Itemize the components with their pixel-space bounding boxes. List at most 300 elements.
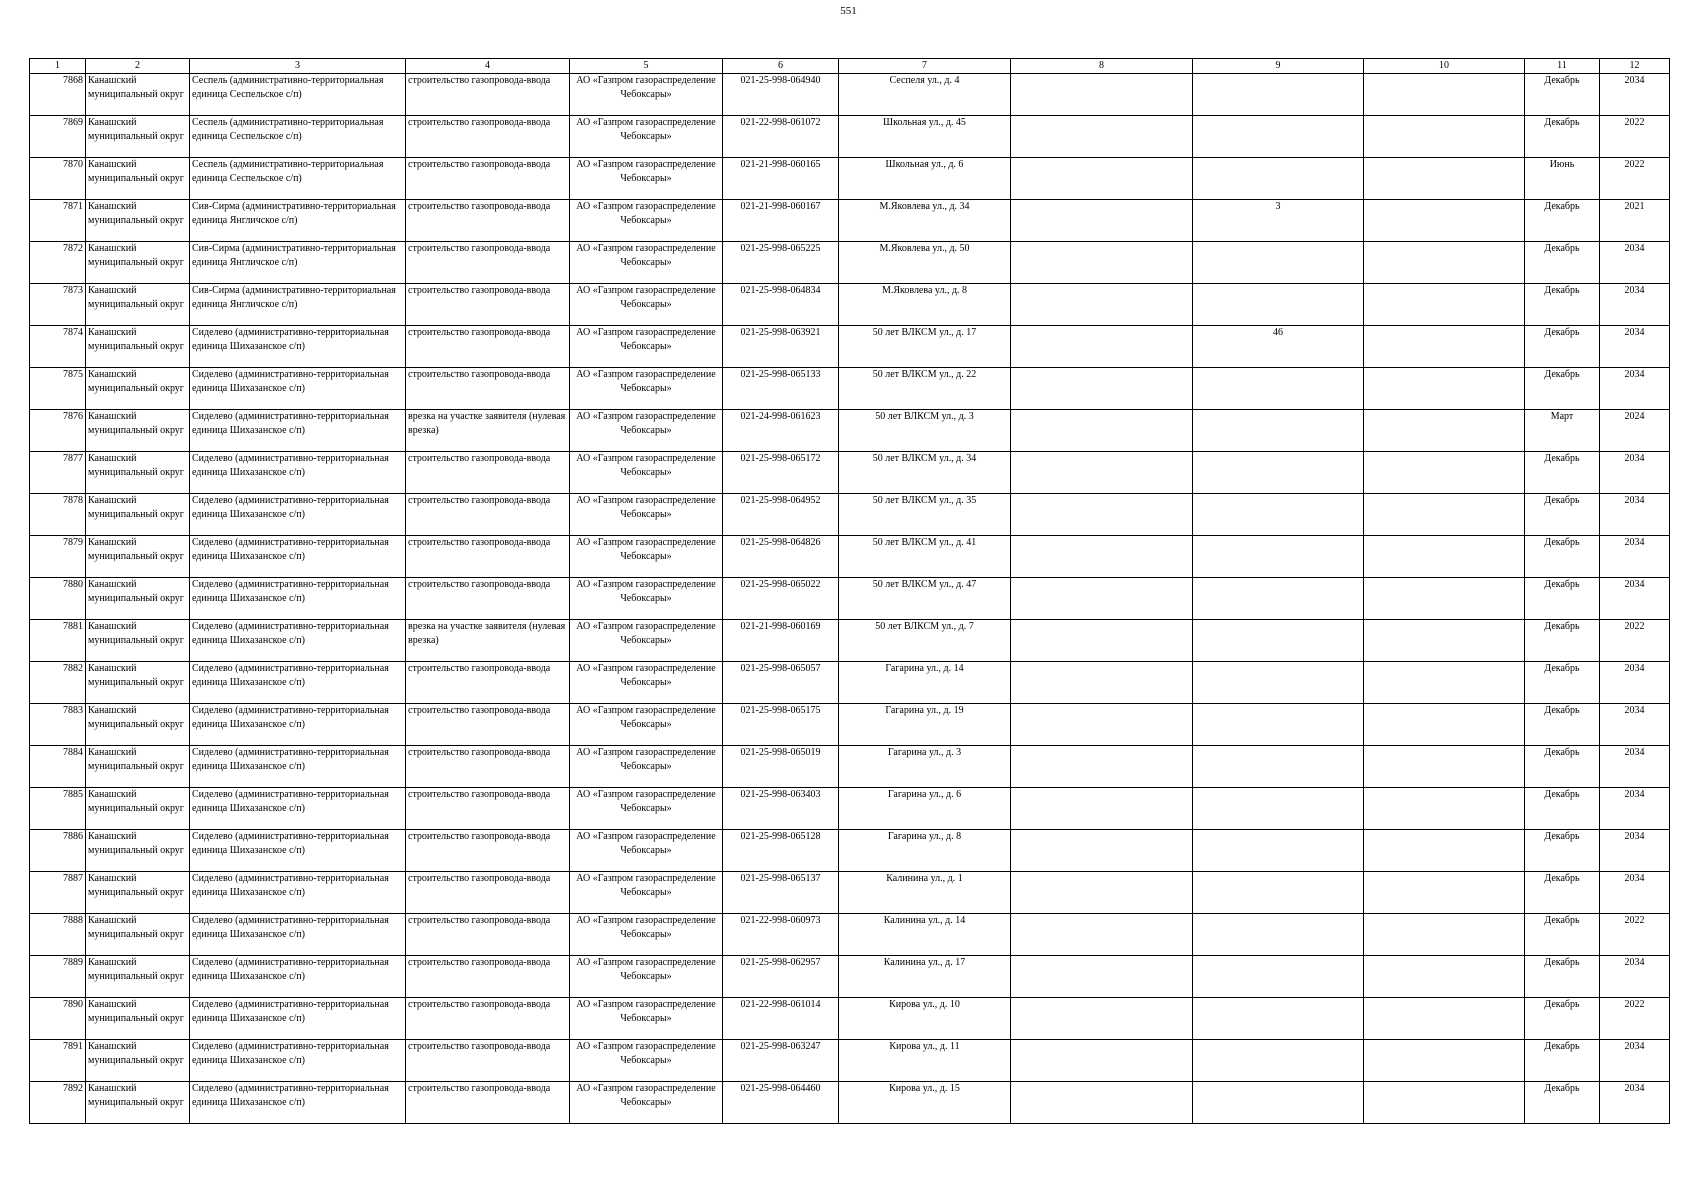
settlement-cell: Сиделево (административно-территориальная единица Шихазанское с/п) bbox=[190, 1082, 406, 1124]
year-cell: 2022 bbox=[1600, 116, 1670, 158]
object-code-cell: 021-25-998-065057 bbox=[723, 662, 839, 704]
settlement-cell: Сиделево (административно-территориальная единица Шихазанское с/п) bbox=[190, 536, 406, 578]
settlement-cell: Сиделево (административно-территориальная единица Шихазанское с/п) bbox=[190, 494, 406, 536]
settlement-cell: Сиделево (административно-территориальная единица Шихазанское с/п) bbox=[190, 914, 406, 956]
column-8-cell bbox=[1011, 914, 1193, 956]
column-9-cell bbox=[1193, 242, 1364, 284]
row-number: 7883 bbox=[30, 704, 86, 746]
year-cell: 2034 bbox=[1600, 1082, 1670, 1124]
work-type-cell: строительство газопровода-ввода bbox=[406, 998, 570, 1040]
month-cell: Декабрь bbox=[1525, 788, 1600, 830]
address-cell: Кирова ул., д. 15 bbox=[839, 1082, 1011, 1124]
object-code-cell: 021-25-998-065019 bbox=[723, 746, 839, 788]
month-cell: Декабрь bbox=[1525, 326, 1600, 368]
organization-cell: АО «Газпром газораспределение Чебоксары» bbox=[570, 914, 723, 956]
row-number: 7885 bbox=[30, 788, 86, 830]
work-type-cell: строительство газопровода-ввода bbox=[406, 158, 570, 200]
year-cell: 2022 bbox=[1600, 998, 1670, 1040]
table-row bbox=[30, 746, 1670, 788]
district-cell: Канашский муниципальный округ bbox=[86, 578, 190, 620]
object-code-cell: 021-25-998-063921 bbox=[723, 326, 839, 368]
column-10-cell bbox=[1364, 494, 1525, 536]
object-code-cell: 021-25-998-065172 bbox=[723, 452, 839, 494]
column-8-cell bbox=[1011, 1082, 1193, 1124]
address-cell: Гагарина ул., д. 14 bbox=[839, 662, 1011, 704]
work-type-cell: строительство газопровода-ввода bbox=[406, 914, 570, 956]
organization-cell: АО «Газпром газораспределение Чебоксары» bbox=[570, 704, 723, 746]
table-row bbox=[30, 536, 1670, 578]
column-8-cell bbox=[1011, 830, 1193, 872]
address-cell: Гагарина ул., д. 19 bbox=[839, 704, 1011, 746]
address-cell: Гагарина ул., д. 3 bbox=[839, 746, 1011, 788]
work-type-cell: строительство газопровода-ввода bbox=[406, 116, 570, 158]
month-cell: Декабрь bbox=[1525, 872, 1600, 914]
object-code-cell: 021-25-998-063247 bbox=[723, 1040, 839, 1082]
settlement-cell: Сив-Сирма (административно-территориальная единица Янгличское с/п) bbox=[190, 242, 406, 284]
row-number: 7889 bbox=[30, 956, 86, 998]
column-10-cell bbox=[1364, 620, 1525, 662]
column-10-cell bbox=[1364, 830, 1525, 872]
column-8-cell bbox=[1011, 452, 1193, 494]
column-9-cell bbox=[1193, 1082, 1364, 1124]
address-cell: М.Яковлева ул., д. 50 bbox=[839, 242, 1011, 284]
organization-cell: АО «Газпром газораспределение Чебоксары» bbox=[570, 620, 723, 662]
table-row bbox=[30, 998, 1670, 1040]
district-cell: Канашский муниципальный округ bbox=[86, 536, 190, 578]
row-number: 7868 bbox=[30, 74, 86, 116]
row-number: 7878 bbox=[30, 494, 86, 536]
row-number: 7887 bbox=[30, 872, 86, 914]
column-8-cell bbox=[1011, 200, 1193, 242]
column-header-3: 3 bbox=[190, 59, 406, 74]
month-cell: Декабрь bbox=[1525, 956, 1600, 998]
object-code-cell: 021-25-998-065175 bbox=[723, 704, 839, 746]
table-row bbox=[30, 578, 1670, 620]
column-header-2: 2 bbox=[86, 59, 190, 74]
column-8-cell bbox=[1011, 578, 1193, 620]
column-10-cell bbox=[1364, 116, 1525, 158]
work-type-cell: строительство газопровода-ввода bbox=[406, 578, 570, 620]
work-type-cell: строительство газопровода-ввода bbox=[406, 746, 570, 788]
year-cell: 2034 bbox=[1600, 746, 1670, 788]
settlement-cell: Сиделево (административно-территориальная единица Шихазанское с/п) bbox=[190, 452, 406, 494]
settlement-cell: Сиделево (административно-территориальная единица Шихазанское с/п) bbox=[190, 578, 406, 620]
year-cell: 2034 bbox=[1600, 284, 1670, 326]
column-header-9: 9 bbox=[1193, 59, 1364, 74]
object-code-cell: 021-25-998-064826 bbox=[723, 536, 839, 578]
column-9-cell: 3 bbox=[1193, 200, 1364, 242]
address-cell: М.Яковлева ул., д. 8 bbox=[839, 284, 1011, 326]
organization-cell: АО «Газпром газораспределение Чебоксары» bbox=[570, 872, 723, 914]
organization-cell: АО «Газпром газораспределение Чебоксары» bbox=[570, 788, 723, 830]
column-header-12: 12 bbox=[1600, 59, 1670, 74]
year-cell: 2034 bbox=[1600, 326, 1670, 368]
work-type-cell: строительство газопровода-ввода bbox=[406, 704, 570, 746]
object-code-cell: 021-25-998-064834 bbox=[723, 284, 839, 326]
address-cell: 50 лет ВЛКСМ ул., д. 7 bbox=[839, 620, 1011, 662]
column-8-cell bbox=[1011, 746, 1193, 788]
column-9-cell: 46 bbox=[1193, 326, 1364, 368]
organization-cell: АО «Газпром газораспределение Чебоксары» bbox=[570, 956, 723, 998]
year-cell: 2034 bbox=[1600, 578, 1670, 620]
table-row bbox=[30, 74, 1670, 116]
organization-cell: АО «Газпром газораспределение Чебоксары» bbox=[570, 1040, 723, 1082]
column-header-4: 4 bbox=[406, 59, 570, 74]
column-9-cell bbox=[1193, 788, 1364, 830]
settlement-cell: Сиделево (административно-территориальная единица Шихазанское с/п) bbox=[190, 410, 406, 452]
register-table bbox=[29, 58, 1670, 1124]
column-9-cell bbox=[1193, 620, 1364, 662]
row-number: 7884 bbox=[30, 746, 86, 788]
column-10-cell bbox=[1364, 998, 1525, 1040]
column-9-cell bbox=[1193, 368, 1364, 410]
settlement-cell: Сиделево (административно-территориальная единица Шихазанское с/п) bbox=[190, 956, 406, 998]
address-cell: Кирова ул., д. 10 bbox=[839, 998, 1011, 1040]
table-row bbox=[30, 368, 1670, 410]
column-10-cell bbox=[1364, 914, 1525, 956]
column-8-cell bbox=[1011, 704, 1193, 746]
object-code-cell: 021-22-998-060973 bbox=[723, 914, 839, 956]
organization-cell: АО «Газпром газораспределение Чебоксары» bbox=[570, 494, 723, 536]
address-cell: 50 лет ВЛКСМ ул., д. 34 bbox=[839, 452, 1011, 494]
table-row bbox=[30, 116, 1670, 158]
organization-cell: АО «Газпром газораспределение Чебоксары» bbox=[570, 746, 723, 788]
object-code-cell: 021-25-998-063403 bbox=[723, 788, 839, 830]
table-row bbox=[30, 956, 1670, 998]
row-number: 7880 bbox=[30, 578, 86, 620]
district-cell: Канашский муниципальный округ bbox=[86, 872, 190, 914]
address-cell: 50 лет ВЛКСМ ул., д. 22 bbox=[839, 368, 1011, 410]
organization-cell: АО «Газпром газораспределение Чебоксары» bbox=[570, 200, 723, 242]
column-9-cell bbox=[1193, 452, 1364, 494]
work-type-cell: строительство газопровода-ввода bbox=[406, 452, 570, 494]
column-8-cell bbox=[1011, 998, 1193, 1040]
column-8-cell bbox=[1011, 1040, 1193, 1082]
column-9-cell bbox=[1193, 998, 1364, 1040]
district-cell: Канашский муниципальный округ bbox=[86, 1082, 190, 1124]
year-cell: 2034 bbox=[1600, 1040, 1670, 1082]
table-row bbox=[30, 704, 1670, 746]
work-type-cell: строительство газопровода-ввода bbox=[406, 200, 570, 242]
row-number: 7881 bbox=[30, 620, 86, 662]
district-cell: Канашский муниципальный округ bbox=[86, 662, 190, 704]
year-cell: 2024 bbox=[1600, 410, 1670, 452]
column-8-cell bbox=[1011, 956, 1193, 998]
year-cell: 2034 bbox=[1600, 494, 1670, 536]
work-type-cell: строительство газопровода-ввода bbox=[406, 326, 570, 368]
year-cell: 2022 bbox=[1600, 158, 1670, 200]
work-type-cell: строительство газопровода-ввода bbox=[406, 1082, 570, 1124]
row-number: 7888 bbox=[30, 914, 86, 956]
table-row bbox=[30, 620, 1670, 662]
work-type-cell: строительство газопровода-ввода bbox=[406, 74, 570, 116]
month-cell: Декабрь bbox=[1525, 1040, 1600, 1082]
settlement-cell: Сиделево (административно-территориальная единица Шихазанское с/п) bbox=[190, 1040, 406, 1082]
column-header-8: 8 bbox=[1011, 59, 1193, 74]
row-number: 7890 bbox=[30, 998, 86, 1040]
month-cell: Декабрь bbox=[1525, 1082, 1600, 1124]
column-10-cell bbox=[1364, 242, 1525, 284]
column-9-cell bbox=[1193, 158, 1364, 200]
column-10-cell bbox=[1364, 1040, 1525, 1082]
column-8-cell bbox=[1011, 662, 1193, 704]
object-code-cell: 021-22-998-061072 bbox=[723, 116, 839, 158]
column-8-cell bbox=[1011, 158, 1193, 200]
column-9-cell bbox=[1193, 284, 1364, 326]
column-10-cell bbox=[1364, 368, 1525, 410]
month-cell: Декабрь bbox=[1525, 914, 1600, 956]
settlement-cell: Сиделево (административно-территориальная единица Шихазанское с/п) bbox=[190, 746, 406, 788]
settlement-cell: Сив-Сирма (административно-территориальная единица Янгличское с/п) bbox=[190, 284, 406, 326]
column-8-cell bbox=[1011, 326, 1193, 368]
register-body bbox=[30, 74, 1670, 1124]
object-code-cell: 021-25-998-065128 bbox=[723, 830, 839, 872]
table-row bbox=[30, 788, 1670, 830]
table-row bbox=[30, 452, 1670, 494]
object-code-cell: 021-25-998-064940 bbox=[723, 74, 839, 116]
work-type-cell: строительство газопровода-ввода bbox=[406, 368, 570, 410]
settlement-cell: Сеспель (административно-территориальная единица Сеспельское с/п) bbox=[190, 74, 406, 116]
address-cell: 50 лет ВЛКСМ ул., д. 3 bbox=[839, 410, 1011, 452]
month-cell: Декабрь bbox=[1525, 704, 1600, 746]
year-cell: 2034 bbox=[1600, 788, 1670, 830]
column-header-1: 1 bbox=[30, 59, 86, 74]
district-cell: Канашский муниципальный округ bbox=[86, 368, 190, 410]
column-10-cell bbox=[1364, 662, 1525, 704]
table-row bbox=[30, 830, 1670, 872]
row-number: 7873 bbox=[30, 284, 86, 326]
settlement-cell: Сив-Сирма (административно-территориальная единица Янгличское с/п) bbox=[190, 200, 406, 242]
column-10-cell bbox=[1364, 158, 1525, 200]
work-type-cell: строительство газопровода-ввода bbox=[406, 536, 570, 578]
row-number: 7875 bbox=[30, 368, 86, 410]
year-cell: 2034 bbox=[1600, 74, 1670, 116]
month-cell: Декабрь bbox=[1525, 116, 1600, 158]
organization-cell: АО «Газпром газораспределение Чебоксары» bbox=[570, 410, 723, 452]
column-8-cell bbox=[1011, 368, 1193, 410]
address-cell: Гагарина ул., д. 8 bbox=[839, 830, 1011, 872]
district-cell: Канашский муниципальный округ bbox=[86, 410, 190, 452]
year-cell: 2034 bbox=[1600, 242, 1670, 284]
column-8-cell bbox=[1011, 536, 1193, 578]
work-type-cell: строительство газопровода-ввода bbox=[406, 494, 570, 536]
district-cell: Канашский муниципальный округ bbox=[86, 116, 190, 158]
table-row bbox=[30, 242, 1670, 284]
column-9-cell bbox=[1193, 578, 1364, 620]
work-type-cell: строительство газопровода-ввода bbox=[406, 242, 570, 284]
organization-cell: АО «Газпром газораспределение Чебоксары» bbox=[570, 1082, 723, 1124]
settlement-cell: Сиделево (административно-территориальная единица Шихазанское с/п) bbox=[190, 368, 406, 410]
district-cell: Канашский муниципальный округ bbox=[86, 956, 190, 998]
table-row bbox=[30, 662, 1670, 704]
settlement-cell: Сиделево (административно-территориальная единица Шихазанское с/п) bbox=[190, 620, 406, 662]
table-row bbox=[30, 326, 1670, 368]
month-cell: Декабрь bbox=[1525, 746, 1600, 788]
year-cell: 2034 bbox=[1600, 368, 1670, 410]
settlement-cell: Сеспель (административно-территориальная единица Сеспельское с/п) bbox=[190, 158, 406, 200]
column-10-cell bbox=[1364, 788, 1525, 830]
address-cell: 50 лет ВЛКСМ ул., д. 41 bbox=[839, 536, 1011, 578]
district-cell: Канашский муниципальный округ bbox=[86, 242, 190, 284]
district-cell: Канашский муниципальный округ bbox=[86, 830, 190, 872]
organization-cell: АО «Газпром газораспределение Чебоксары» bbox=[570, 536, 723, 578]
column-9-cell bbox=[1193, 1040, 1364, 1082]
work-type-cell: врезка на участке заявителя (нулевая врезка) bbox=[406, 410, 570, 452]
column-header-5: 5 bbox=[570, 59, 723, 74]
row-number: 7882 bbox=[30, 662, 86, 704]
year-cell: 2034 bbox=[1600, 704, 1670, 746]
column-9-cell bbox=[1193, 74, 1364, 116]
district-cell: Канашский муниципальный округ bbox=[86, 326, 190, 368]
organization-cell: АО «Газпром газораспределение Чебоксары» bbox=[570, 242, 723, 284]
header-row bbox=[30, 59, 1670, 74]
column-8-cell bbox=[1011, 620, 1193, 662]
table-row bbox=[30, 872, 1670, 914]
object-code-cell: 021-25-998-065022 bbox=[723, 578, 839, 620]
object-code-cell: 021-25-998-065225 bbox=[723, 242, 839, 284]
work-type-cell: строительство газопровода-ввода bbox=[406, 830, 570, 872]
row-number: 7872 bbox=[30, 242, 86, 284]
column-8-cell bbox=[1011, 494, 1193, 536]
column-header-10: 10 bbox=[1364, 59, 1525, 74]
column-9-cell bbox=[1193, 704, 1364, 746]
column-10-cell bbox=[1364, 578, 1525, 620]
table-row bbox=[30, 284, 1670, 326]
column-8-cell bbox=[1011, 872, 1193, 914]
address-cell: М.Яковлева ул., д. 34 bbox=[839, 200, 1011, 242]
address-cell: Кирова ул., д. 11 bbox=[839, 1040, 1011, 1082]
month-cell: Июнь bbox=[1525, 158, 1600, 200]
column-10-cell bbox=[1364, 536, 1525, 578]
row-number: 7869 bbox=[30, 116, 86, 158]
column-10-cell bbox=[1364, 872, 1525, 914]
table-row bbox=[30, 914, 1670, 956]
row-number: 7874 bbox=[30, 326, 86, 368]
settlement-cell: Сиделево (административно-территориальная единица Шихазанское с/п) bbox=[190, 830, 406, 872]
month-cell: Март bbox=[1525, 410, 1600, 452]
month-cell: Декабрь bbox=[1525, 494, 1600, 536]
organization-cell: АО «Газпром газораспределение Чебоксары» bbox=[570, 158, 723, 200]
year-cell: 2034 bbox=[1600, 662, 1670, 704]
organization-cell: АО «Газпром газораспределение Чебоксары» bbox=[570, 284, 723, 326]
month-cell: Декабрь bbox=[1525, 830, 1600, 872]
month-cell: Декабрь bbox=[1525, 536, 1600, 578]
month-cell: Декабрь bbox=[1525, 662, 1600, 704]
table-row bbox=[30, 1082, 1670, 1124]
object-code-cell: 021-21-998-060165 bbox=[723, 158, 839, 200]
work-type-cell: строительство газопровода-ввода bbox=[406, 284, 570, 326]
column-9-cell bbox=[1193, 872, 1364, 914]
year-cell: 2034 bbox=[1600, 956, 1670, 998]
district-cell: Канашский муниципальный округ bbox=[86, 74, 190, 116]
column-8-cell bbox=[1011, 74, 1193, 116]
organization-cell: АО «Газпром газораспределение Чебоксары» bbox=[570, 830, 723, 872]
year-cell: 2034 bbox=[1600, 536, 1670, 578]
settlement-cell: Сиделево (административно-территориальная единица Шихазанское с/п) bbox=[190, 326, 406, 368]
work-type-cell: строительство газопровода-ввода bbox=[406, 1040, 570, 1082]
column-10-cell bbox=[1364, 704, 1525, 746]
month-cell: Декабрь bbox=[1525, 620, 1600, 662]
column-9-cell bbox=[1193, 494, 1364, 536]
district-cell: Канашский муниципальный округ bbox=[86, 494, 190, 536]
year-cell: 2022 bbox=[1600, 914, 1670, 956]
month-cell: Декабрь bbox=[1525, 578, 1600, 620]
address-cell: 50 лет ВЛКСМ ул., д. 17 bbox=[839, 326, 1011, 368]
district-cell: Канашский муниципальный округ bbox=[86, 452, 190, 494]
object-code-cell: 021-21-998-060169 bbox=[723, 620, 839, 662]
object-code-cell: 021-24-998-061623 bbox=[723, 410, 839, 452]
month-cell: Декабрь bbox=[1525, 368, 1600, 410]
table-row bbox=[30, 200, 1670, 242]
organization-cell: АО «Газпром газораспределение Чебоксары» bbox=[570, 326, 723, 368]
month-cell: Декабрь bbox=[1525, 242, 1600, 284]
district-cell: Канашский муниципальный округ bbox=[86, 788, 190, 830]
settlement-cell: Сиделево (административно-территориальная единица Шихазанское с/п) bbox=[190, 872, 406, 914]
settlement-cell: Сиделево (административно-территориальная единица Шихазанское с/п) bbox=[190, 788, 406, 830]
work-type-cell: строительство газопровода-ввода bbox=[406, 662, 570, 704]
settlement-cell: Сиделево (административно-территориальная единица Шихазанское с/п) bbox=[190, 704, 406, 746]
column-header-11: 11 bbox=[1525, 59, 1600, 74]
column-10-cell bbox=[1364, 284, 1525, 326]
address-cell: Гагарина ул., д. 6 bbox=[839, 788, 1011, 830]
column-8-cell bbox=[1011, 242, 1193, 284]
column-8-cell bbox=[1011, 284, 1193, 326]
column-9-cell bbox=[1193, 116, 1364, 158]
object-code-cell: 021-25-998-064460 bbox=[723, 1082, 839, 1124]
organization-cell: АО «Газпром газораспределение Чебоксары» bbox=[570, 116, 723, 158]
object-code-cell: 021-21-998-060167 bbox=[723, 200, 839, 242]
work-type-cell: строительство газопровода-ввода bbox=[406, 956, 570, 998]
row-number: 7886 bbox=[30, 830, 86, 872]
organization-cell: АО «Газпром газораспределение Чебоксары» bbox=[570, 662, 723, 704]
column-10-cell bbox=[1364, 326, 1525, 368]
table-row bbox=[30, 158, 1670, 200]
work-type-cell: строительство газопровода-ввода bbox=[406, 872, 570, 914]
table-row bbox=[30, 410, 1670, 452]
row-number: 7891 bbox=[30, 1040, 86, 1082]
column-10-cell bbox=[1364, 956, 1525, 998]
district-cell: Канашский муниципальный округ bbox=[86, 284, 190, 326]
year-cell: 2034 bbox=[1600, 452, 1670, 494]
object-code-cell: 021-25-998-062957 bbox=[723, 956, 839, 998]
column-8-cell bbox=[1011, 788, 1193, 830]
address-cell: Калинина ул., д. 14 bbox=[839, 914, 1011, 956]
row-number: 7876 bbox=[30, 410, 86, 452]
address-cell: Сеспеля ул., д. 4 bbox=[839, 74, 1011, 116]
address-cell: Школьная ул., д. 6 bbox=[839, 158, 1011, 200]
month-cell: Декабрь bbox=[1525, 200, 1600, 242]
settlement-cell: Сиделево (административно-территориальная единица Шихазанское с/п) bbox=[190, 998, 406, 1040]
settlement-cell: Сеспель (административно-территориальная единица Сеспельское с/п) bbox=[190, 116, 406, 158]
row-number: 7879 bbox=[30, 536, 86, 578]
row-number: 7870 bbox=[30, 158, 86, 200]
address-cell: Калинина ул., д. 17 bbox=[839, 956, 1011, 998]
column-header-7: 7 bbox=[839, 59, 1011, 74]
row-number: 7892 bbox=[30, 1082, 86, 1124]
object-code-cell: 021-25-998-065133 bbox=[723, 368, 839, 410]
month-cell: Декабрь bbox=[1525, 998, 1600, 1040]
column-9-cell bbox=[1193, 410, 1364, 452]
row-number: 7877 bbox=[30, 452, 86, 494]
column-8-cell bbox=[1011, 116, 1193, 158]
work-type-cell: врезка на участке заявителя (нулевая врезка) bbox=[406, 620, 570, 662]
column-10-cell bbox=[1364, 74, 1525, 116]
address-cell: 50 лет ВЛКСМ ул., д. 47 bbox=[839, 578, 1011, 620]
year-cell: 2022 bbox=[1600, 620, 1670, 662]
month-cell: Декабрь bbox=[1525, 74, 1600, 116]
column-9-cell bbox=[1193, 956, 1364, 998]
column-10-cell bbox=[1364, 200, 1525, 242]
